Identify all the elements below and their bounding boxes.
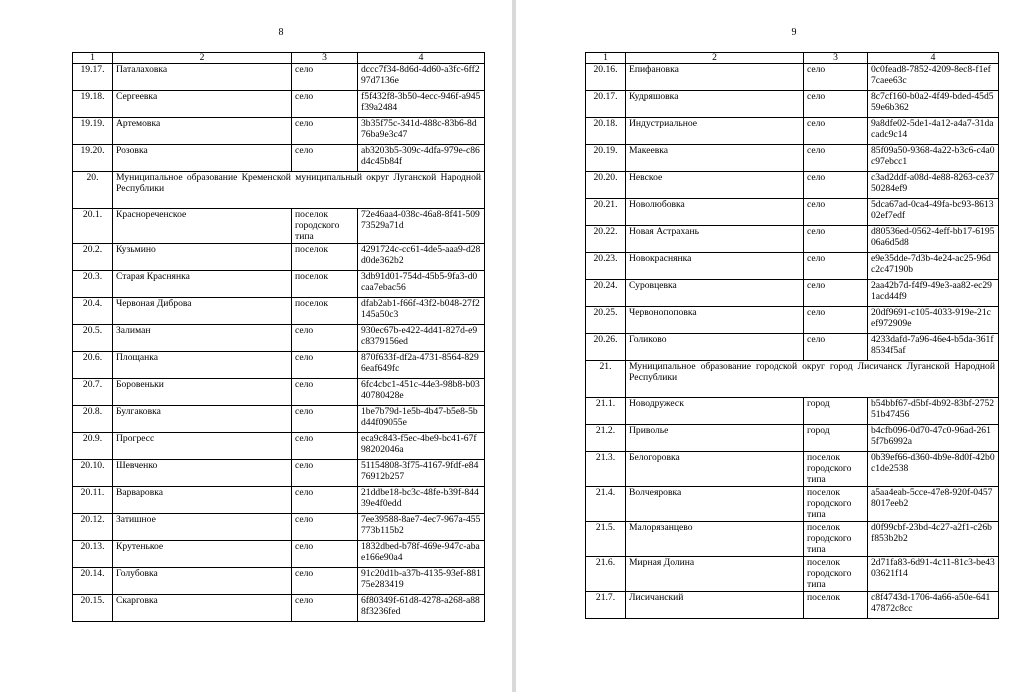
table-row — [586, 557, 999, 592]
settlement-code: 8c7cf160-b0a2-4f49-bded-45d559e6b362 — [868, 91, 999, 118]
section-row — [73, 172, 485, 209]
section-title: Муниципальное образование городской округ город Лисичанск Луганской Народной Республики — [626, 361, 999, 398]
table-row — [73, 209, 485, 244]
table-row — [73, 145, 485, 172]
settlement-code: 85f09a50-9368-4a22-b3c6-c4a0c97ebcc1 — [868, 145, 999, 172]
settlement-name: Волчеяровка — [626, 487, 804, 522]
row-number: 20.22. — [586, 226, 626, 253]
column-header: 1 — [73, 53, 113, 64]
table-row — [73, 118, 485, 145]
column-header: 3 — [292, 53, 358, 64]
row-number: 21.1. — [586, 398, 626, 425]
settlement-type: село — [292, 118, 358, 145]
column-header: 4 — [868, 53, 999, 64]
settlement-name: Епифановка — [626, 64, 804, 91]
table-row — [73, 568, 485, 595]
settlement-code: eca9c843-f5ec-4be9-bc41-67f98202046a — [358, 433, 485, 460]
row-number: 20.9. — [73, 433, 113, 460]
settlement-type: село — [804, 64, 868, 91]
settlement-code: 9a8dfe02-5de1-4a12-a4a7-31dacadc9c14 — [868, 118, 999, 145]
settlement-type: село — [804, 253, 868, 280]
settlement-type: поселок — [804, 592, 868, 619]
table-row — [73, 64, 485, 91]
settlement-type: село — [292, 379, 358, 406]
settlement-type: село — [292, 406, 358, 433]
settlement-code: 6fc4cbc1-451c-44e3-98b8-b0340780428e — [358, 379, 485, 406]
settlement-code: e9e35dde-7d3b-4e24-ac25-96dc2c47190b — [868, 253, 999, 280]
settlement-code: 3b35f75c-341d-488c-83b6-8d76ba9e3c47 — [358, 118, 485, 145]
row-number: 20.2. — [73, 244, 113, 271]
row-number: 19.19. — [73, 118, 113, 145]
settlement-code: 1832dbed-b78f-469e-947c-abae166e90a4 — [358, 541, 485, 568]
settlement-type: село — [292, 433, 358, 460]
settlement-name: Суровцевка — [626, 280, 804, 307]
column-header: 2 — [113, 53, 292, 64]
settlement-name: Прогресс — [113, 433, 292, 460]
settlement-name: Голиково — [626, 334, 804, 361]
settlement-type: село — [292, 91, 358, 118]
row-number: 20.15. — [73, 595, 113, 622]
table-header-row — [586, 53, 999, 64]
settlement-type: село — [292, 568, 358, 595]
settlement-name: Мирная Долина — [626, 557, 804, 592]
settlement-type: село — [292, 145, 358, 172]
column-header: 2 — [626, 53, 804, 64]
table-row — [586, 522, 999, 557]
table-row — [586, 280, 999, 307]
settlement-type: поселок — [292, 271, 358, 298]
settlement-code: 930ec67b-e422-4d41-827d-e9c8379156ed — [358, 325, 485, 352]
row-number: 20.14. — [73, 568, 113, 595]
settlement-type: поселок городского типа — [804, 522, 868, 557]
settlement-type: село — [804, 280, 868, 307]
settlement-type: город — [804, 425, 868, 452]
row-number: 20.12. — [73, 514, 113, 541]
settlement-type: село — [804, 307, 868, 334]
settlement-code: 3db91d01-754d-45b5-9fa3-d0caa7ebac56 — [358, 271, 485, 298]
settlement-code: 4291724c-cc61-4de5-aaa9-d28d0de362b2 — [358, 244, 485, 271]
row-number: 21.2. — [586, 425, 626, 452]
row-number: 21.6. — [586, 557, 626, 592]
row-number: 20.3. — [73, 271, 113, 298]
table-header-row — [73, 53, 485, 64]
settlement-name: Новолюбовка — [626, 199, 804, 226]
settlement-name: Паталаховка — [113, 64, 292, 91]
row-number: 20.10. — [73, 460, 113, 487]
right-page — [516, 0, 1024, 692]
settlement-type: поселок городского типа — [292, 209, 358, 244]
row-number: 20.18. — [586, 118, 626, 145]
row-number: 20.21. — [586, 199, 626, 226]
settlement-code: 7ee39588-8ae7-4ec7-967a-455773b115b2 — [358, 514, 485, 541]
settlement-name: Голубовка — [113, 568, 292, 595]
settlement-type: село — [804, 91, 868, 118]
settlement-type: село — [804, 199, 868, 226]
row-number: 21.4. — [586, 487, 626, 522]
settlement-code: dccc7f34-8d6d-4d60-a3fc-6ff297d7136e — [358, 64, 485, 91]
row-number: 20.5. — [73, 325, 113, 352]
settlement-type: село — [292, 460, 358, 487]
table-row — [586, 398, 999, 425]
settlement-code: b54bbf67-d5bf-4b92-83bf-275251b47456 — [868, 398, 999, 425]
table-row — [73, 379, 485, 406]
settlement-table — [585, 52, 999, 619]
row-number: 20.7. — [73, 379, 113, 406]
settlement-name: Крутенькое — [113, 541, 292, 568]
section-row — [586, 361, 999, 398]
settlement-name: Площанка — [113, 352, 292, 379]
settlement-code: dfab2ab1-f66f-43f2-b048-27f2145a50c3 — [358, 298, 485, 325]
row-number: 20.23. — [586, 253, 626, 280]
table-row — [586, 334, 999, 361]
table-row — [586, 172, 999, 199]
section-title: Муниципальное образование Кременской муниципальный округ Луганской Народной Республики — [113, 172, 485, 209]
settlement-name: Индустриальное — [626, 118, 804, 145]
page-number: 8 — [278, 27, 284, 38]
settlement-code: 0c0fead8-7852-4209-8ec8-f1ef7caee63c — [868, 64, 999, 91]
settlement-code: 870f633f-df2a-4731-8564-8296eaf649fc — [358, 352, 485, 379]
settlement-type: село — [292, 595, 358, 622]
table-row — [73, 91, 485, 118]
settlement-name: Привольe — [626, 425, 804, 452]
settlement-type: поселок — [292, 244, 358, 271]
settlement-name: Шевченко — [113, 460, 292, 487]
table-row — [73, 487, 485, 514]
settlement-table — [72, 52, 485, 622]
settlement-name: Боровеньки — [113, 379, 292, 406]
table-row — [586, 118, 999, 145]
settlement-code: c3ad2ddf-a08d-4e88-8263-ce3750284ef9 — [868, 172, 999, 199]
row-number: 20.26. — [586, 334, 626, 361]
settlement-name: Варваровка — [113, 487, 292, 514]
settlement-code: ab3203b5-309c-4dfa-979e-c86d4c45b84f — [358, 145, 485, 172]
settlement-name: Макеевка — [626, 145, 804, 172]
column-header: 3 — [804, 53, 868, 64]
table-row — [73, 514, 485, 541]
settlement-code: 5dca67ad-0ca4-49fa-bc93-861302ef7edf — [868, 199, 999, 226]
settlement-code: d0f99cbf-23bd-4c27-a2f1-c26bf853b2b2 — [868, 522, 999, 557]
settlement-name: Новая Астрахань — [626, 226, 804, 253]
settlement-code: 20df9691-c105-4033-919e-21cef972909e — [868, 307, 999, 334]
row-number: 20.4. — [73, 298, 113, 325]
settlement-name: Залиман — [113, 325, 292, 352]
row-number: 20.1. — [73, 209, 113, 244]
table-row — [586, 145, 999, 172]
table-row — [73, 244, 485, 271]
table-row — [586, 307, 999, 334]
settlement-name: Артемовка — [113, 118, 292, 145]
row-number: 20.16. — [586, 64, 626, 91]
row-number: 21.5. — [586, 522, 626, 557]
settlement-type: село — [292, 64, 358, 91]
settlement-type: поселок городского типа — [804, 487, 868, 522]
settlement-code: f5f432f8-3b50-4ecc-946f-a945f39a2484 — [358, 91, 485, 118]
table-row — [73, 541, 485, 568]
row-number: 20. — [73, 172, 113, 209]
row-number: 20.17. — [586, 91, 626, 118]
table-row — [73, 433, 485, 460]
table-row — [586, 253, 999, 280]
table-row — [586, 452, 999, 487]
settlement-code: c8f4743d-1706-4a66-a50e-64147872c8cc — [868, 592, 999, 619]
column-header: 1 — [586, 53, 626, 64]
row-number: 19.17. — [73, 64, 113, 91]
row-number: 20.6. — [73, 352, 113, 379]
settlement-name: Кузьмино — [113, 244, 292, 271]
settlement-type: село — [292, 325, 358, 352]
settlement-code: 72e46aa4-038c-46a8-8f41-50973529a71d — [358, 209, 485, 244]
settlement-type: село — [292, 487, 358, 514]
page-number: 9 — [791, 27, 797, 38]
settlement-code: d80536ed-0562-4eff-bb17-619506a6d5d8 — [868, 226, 999, 253]
table-row — [586, 487, 999, 522]
table-row — [586, 199, 999, 226]
settlement-name: Розовка — [113, 145, 292, 172]
table-row — [73, 325, 485, 352]
row-number: 20.11. — [73, 487, 113, 514]
table-row — [73, 406, 485, 433]
settlement-name: Затишное — [113, 514, 292, 541]
settlement-name: Краснореченское — [113, 209, 292, 244]
settlement-name: Сергеевка — [113, 91, 292, 118]
settlement-code: 2d71fa83-6d91-4c11-81c3-be4303621f14 — [868, 557, 999, 592]
settlement-type: село — [292, 514, 358, 541]
settlement-name: Червонопоповка — [626, 307, 804, 334]
settlement-name: Белогоровка — [626, 452, 804, 487]
settlement-name: Скарговка — [113, 595, 292, 622]
settlement-name: Булгаковка — [113, 406, 292, 433]
settlement-type: поселок — [292, 298, 358, 325]
settlement-code: 0b39ef66-d360-4b9e-8d0f-42b0c1de2538 — [868, 452, 999, 487]
row-number: 19.20. — [73, 145, 113, 172]
settlement-name: Малорязанцево — [626, 522, 804, 557]
row-number: 20.25. — [586, 307, 626, 334]
row-number: 20.19. — [586, 145, 626, 172]
settlement-code: 21ddbe18-bc3c-48fe-b39f-84439e4f0edd — [358, 487, 485, 514]
settlement-name: Невское — [626, 172, 804, 199]
table-row — [73, 271, 485, 298]
table-row — [73, 595, 485, 622]
table-row — [586, 592, 999, 619]
row-number: 20.8. — [73, 406, 113, 433]
row-number: 21. — [586, 361, 626, 398]
table-row — [73, 298, 485, 325]
settlement-type: поселок городского типа — [804, 557, 868, 592]
table-row — [586, 64, 999, 91]
settlement-name: Старая Краснянка — [113, 271, 292, 298]
row-number: 20.13. — [73, 541, 113, 568]
settlement-code: 1be7b79d-1e5b-4b47-b5e8-5bd44f09055e — [358, 406, 485, 433]
table-row — [586, 226, 999, 253]
settlement-code: b4cfb096-0d70-47c0-96ad-2615f7b6992a — [868, 425, 999, 452]
settlement-type: село — [804, 145, 868, 172]
settlement-name: Лисичанский — [626, 592, 804, 619]
settlement-type: село — [292, 352, 358, 379]
row-number: 20.20. — [586, 172, 626, 199]
settlement-type: поселок городского типа — [804, 452, 868, 487]
table-row — [73, 352, 485, 379]
column-header: 4 — [358, 53, 485, 64]
settlement-name: Червоная Диброва — [113, 298, 292, 325]
row-number: 21.7. — [586, 592, 626, 619]
settlement-name: Новодружеск — [626, 398, 804, 425]
settlement-type: село — [804, 226, 868, 253]
settlement-code: 2aa42b7d-f4f9-49e3-aa82-ec291acd44f9 — [868, 280, 999, 307]
settlement-code: 6f80349f-61d8-4278-a268-a888f3236fed — [358, 595, 485, 622]
settlement-code: 4233dafd-7a96-46e4-b5da-361f8534f5af — [868, 334, 999, 361]
table-row — [586, 91, 999, 118]
settlement-type: село — [292, 541, 358, 568]
settlement-name: Кудряшовка — [626, 91, 804, 118]
settlement-type: село — [804, 118, 868, 145]
row-number: 21.3. — [586, 452, 626, 487]
settlement-type: город — [804, 398, 868, 425]
table-row — [73, 460, 485, 487]
settlement-type: село — [804, 334, 868, 361]
row-number: 19.18. — [73, 91, 113, 118]
settlement-type: село — [804, 172, 868, 199]
settlement-code: 91c20d1b-a37b-4135-93ef-88175e283419 — [358, 568, 485, 595]
row-number: 20.24. — [586, 280, 626, 307]
settlement-name: Новокраснянка — [626, 253, 804, 280]
settlement-code: 51154808-3f75-4167-9fdf-e8476912b257 — [358, 460, 485, 487]
table-row — [586, 425, 999, 452]
settlement-code: a5aa4eab-5cce-47e8-920f-04578017eeb2 — [868, 487, 999, 522]
